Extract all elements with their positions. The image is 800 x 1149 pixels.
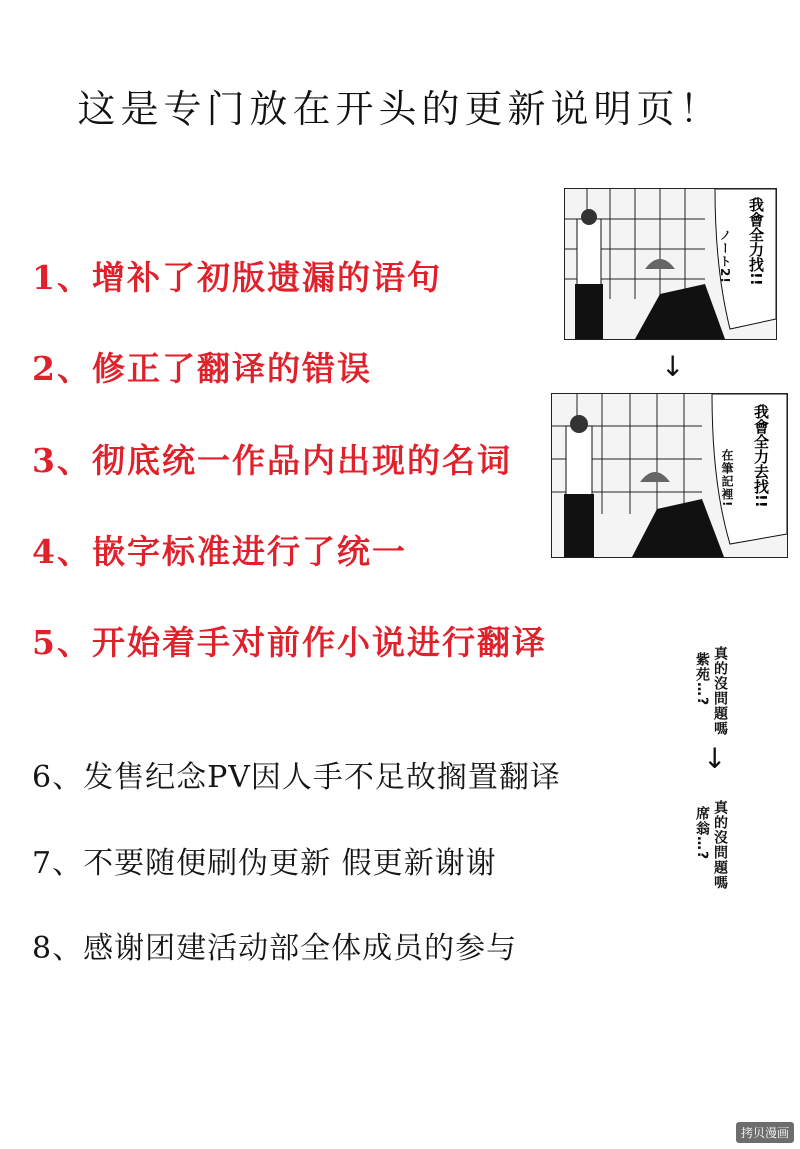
arrow-down-icon-2: ↓ [703,742,727,775]
watermark: 拷贝漫画 [736,1122,794,1143]
manga-panel-after [551,393,788,558]
update-item-1: 1、增补了初版遗漏的语句 [32,258,442,297]
update-item-8: 8、感谢团建活动部全体成员的参与 [32,931,518,966]
page-title: 这是专门放在开头的更新说明页！ [77,87,723,131]
manga-panel-before [564,188,777,340]
update-item-2: 2、修正了翻译的错误 [32,349,372,388]
panel-before-bubble: 我會全力找!! [747,197,765,286]
update-item-6: 6、发售纪念PV因人手不足故搁置翻译 [32,760,561,795]
panel-after-side: 在筆記裡! [720,449,734,508]
note-after-line1: 真的沒問題嗎 [712,800,728,890]
arrow-down-icon: ↓ [661,350,685,383]
update-item-7: 7、不要随便刷伪更新 假更新谢谢 [32,846,497,881]
update-item-3: 3、彻底统一作品内出现的名词 [32,441,512,480]
panel-after-bubble: 我會全力去找!! [752,404,770,508]
update-item-4: 4、嵌字标准进行了统一 [32,532,407,571]
note-after-line2: 席翁…? [694,806,710,861]
panel-before-side: ノート2! [718,229,732,284]
update-item-5: 5、开始着手对前作小说进行翻译 [32,623,547,662]
manga-panel-before-art [565,189,776,339]
note-before-line1: 真的沒問題嗎 [712,646,728,736]
note-before-line2: 紫苑…? [694,652,710,707]
